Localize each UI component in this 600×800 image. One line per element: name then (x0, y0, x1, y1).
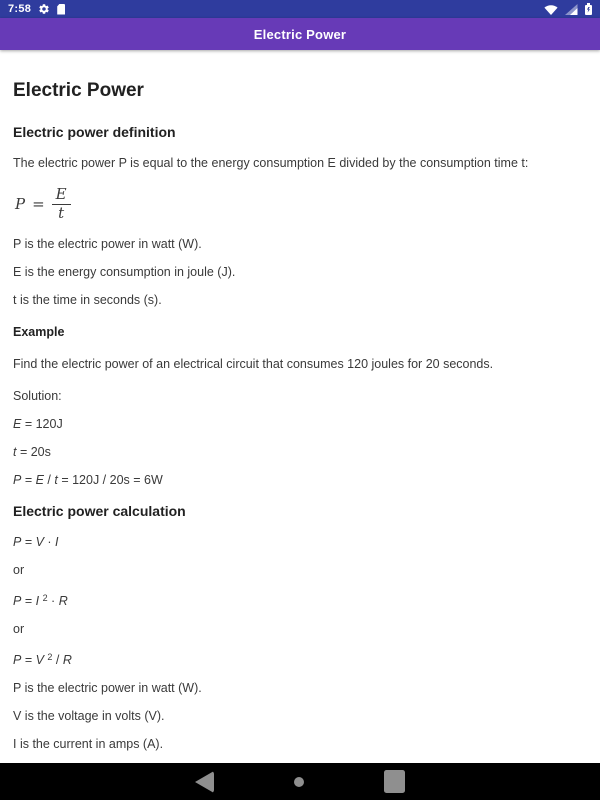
calculation-note: V is the voltage in volts (V). (13, 709, 165, 723)
status-bar-right (544, 3, 592, 15)
calculation-note: I is the current in amps (A). (13, 737, 164, 751)
example-problem: Find the electric power of an electrical circuit that consumes 120 joules for 20 seconds. (13, 357, 494, 371)
calculation-note: P is the electric power in watt (W). (13, 681, 202, 695)
power-formula (15, 184, 587, 224)
or-separator: or (13, 563, 25, 577)
definition-note: E is the energy consumption in joule (J). (13, 265, 236, 279)
calculation-formula: P = I $^2$ · R (13, 593, 68, 608)
example-step: E = 120J (13, 417, 63, 431)
definition-note: t is the time in seconds (s). (13, 293, 162, 307)
clock: 7:58 (8, 3, 32, 15)
or-separator: or (13, 622, 25, 636)
formula-lhs: P (15, 195, 26, 213)
home-button[interactable] (294, 777, 304, 787)
cellular-signal-icon (565, 4, 578, 15)
solution-label: Solution: (13, 389, 62, 403)
wifi-icon (544, 4, 558, 15)
calculation-formula: P = V $^2$ / R (13, 652, 72, 667)
calculation-formula: P = V · I (13, 535, 59, 549)
formula-numerator: E (52, 186, 71, 205)
app-bar (0, 18, 600, 50)
recents-button[interactable] (384, 770, 405, 793)
back-icon (195, 771, 214, 793)
example-step: P = E / t = 120J / 20s = 6W (13, 473, 163, 487)
formula-equals: = (32, 195, 45, 213)
definition-note: P is the electric power in watt (W). (13, 237, 202, 251)
app-bar-title: Electric Power (253, 26, 347, 42)
example-heading: Example (13, 325, 65, 339)
sd-card-icon (57, 4, 65, 15)
battery-charging-icon (585, 3, 592, 15)
home-icon (294, 777, 304, 787)
definition-intro: The electric power P is equal to the energy consumption E divided by the consumption time t: (13, 156, 529, 170)
page-title: Electric Power (13, 80, 144, 101)
status-bar-left (8, 3, 65, 15)
gear-icon (38, 3, 50, 15)
back-button[interactable] (195, 771, 214, 793)
formula-denominator: t (58, 204, 65, 222)
content-scroll-area[interactable] (0, 50, 600, 763)
recents-icon (384, 770, 405, 793)
status-bar (0, 0, 600, 18)
example-step: t = 20s (13, 445, 51, 459)
formula-fraction (52, 186, 71, 222)
definition-heading: Electric power definition (13, 124, 176, 140)
calculation-heading: Electric power calculation (13, 503, 186, 519)
navigation-bar (0, 763, 600, 800)
